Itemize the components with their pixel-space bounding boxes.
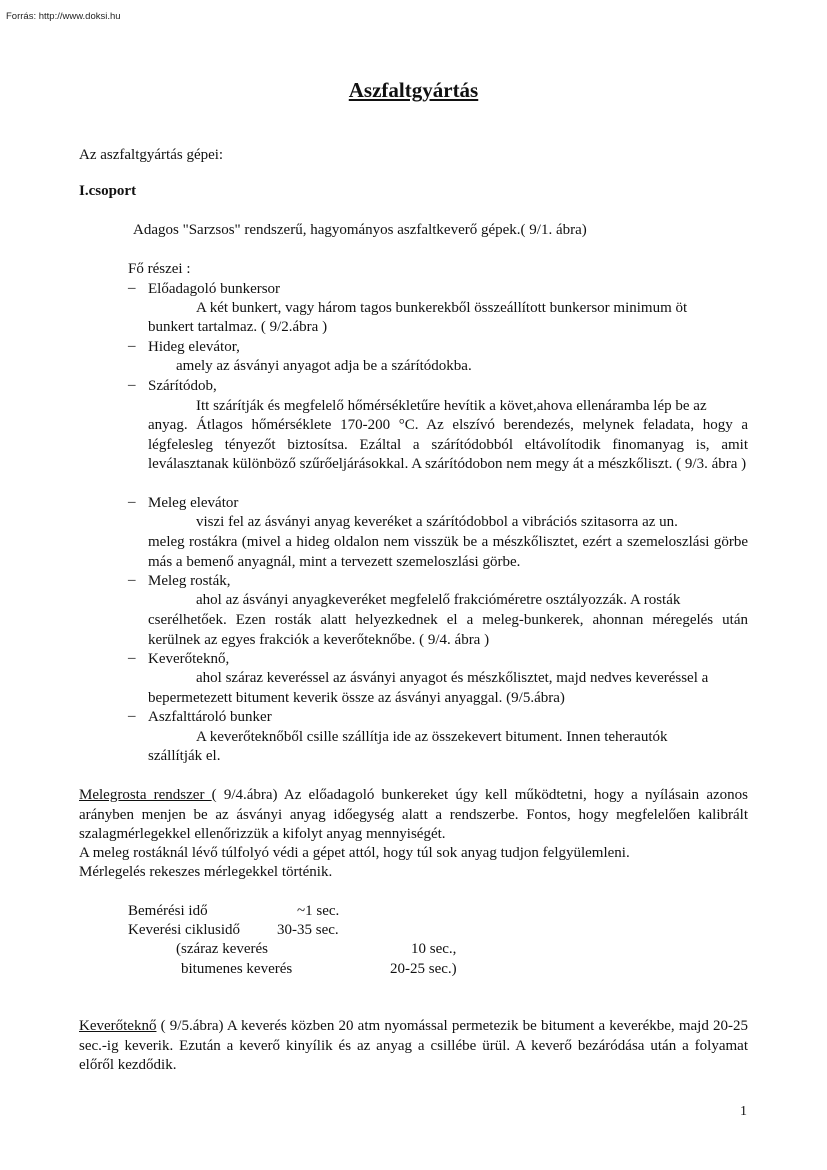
part-name: Meleg elevátor — [148, 495, 239, 511]
page-title: Aszfaltgyártás — [348, 78, 479, 102]
part-description-rest: meleg rostákra (mivel a hideg oldalon nem visszük be a mészkőlisztet, ezért a szemeloszlási görbe más a bemenő anyagnál, mint a tervezett szemeloszlási görbe. — [148, 534, 748, 570]
list-bullet: – — [128, 377, 136, 393]
part-name: Előadagoló bunkersor — [148, 281, 281, 297]
part-description: ahol az ásványi anyagkeveréket megfelelő frakcióméretre osztályozzák. A rosták — [196, 592, 681, 608]
intro-text: Az aszfaltgyártás gépei: — [79, 147, 224, 163]
timing-label: Bemérési idő — [128, 903, 208, 919]
part-name: Meleg rosták, — [148, 573, 231, 589]
list-bullet: – — [128, 708, 136, 724]
group-description: Adagos "Sarzsos" rendszerű, hagyományos aszfaltkeverő gépek.( 9/1. ábra) — [133, 222, 587, 238]
list-bullet: – — [128, 280, 136, 296]
source-line: Forrás: http://www.doksi.hu — [6, 11, 121, 22]
page-number: 1 — [740, 1104, 747, 1119]
timing-value: 30-35 sec. — [277, 922, 339, 938]
melegrosta-line: Mérlegelés rekeszes mérlegekkel történik. — [79, 864, 333, 880]
list-bullet: – — [128, 572, 136, 588]
part-description-rest: bepermetezett bitument keverik össze az ásványi anyaggal. (9/5.ábra) — [148, 690, 565, 706]
timing-label: bitumenes keverés — [181, 961, 293, 977]
part-name: Hideg elevátor, — [148, 339, 240, 355]
timing-value: ~1 sec. — [297, 903, 340, 919]
part-description: amely az ásványi anyagot adja be a szárítódokba. — [176, 358, 472, 374]
melegrosta-line: A meleg rostáknál lévő túlfolyó védi a gépet attól, hogy túl sok anyag tudjon felgyülemleni. — [79, 845, 630, 861]
timing-label: Keverési ciklusidő — [128, 922, 241, 938]
melegrosta-label: Melegrosta rendszer — [79, 787, 212, 803]
part-description: viszi fel az ásványi anyag keveréket a szárítódobbol a vibrációs szitasorra az un. — [196, 514, 678, 530]
melegrosta-paragraph: Melegrosta rendszer ( 9/4.ábra) Az előadagoló bunkereket úgy kell működtetni, hogy a nyílásain azonos arányben menjen be az ásványi anyag időegység alatt a rendszerbe. Fontos, hogy megfelelően kalibrált szalagmérlegekkel ellenőrizzük a kifolyt anyag mennyiségét. — [79, 787, 748, 842]
list-bullet: – — [128, 338, 136, 354]
list-bullet: – — [128, 650, 136, 666]
timing-value: 20-25 sec.) — [390, 961, 457, 977]
part-description-rest: anyag. Átlagos hőmérséklete 170-200 °C. Az elszívó berendezés, melynek feladata, hogy a légfelesleg tényezőt biztosítsa. Ezáltal a szárítódobból eltávolítodik finomanyag is, amit leválasztanak különböző szűrőeljárásokkal. A szárítódobon nem megy át a mészkőliszt. ( 9/3. ábra ) — [148, 417, 748, 472]
part-description-rest: cserélhetőek. Ezen rosták alatt helyezkednek el a meleg-bunkerek, ahonnan méregelés után kerülnek az egyes frakciók a keverőteknőbe. ( 9/4. ábra ) — [148, 612, 748, 648]
part-description: A keverőteknőből csille szállítja ide az összekevert bitument. Innen teherautók — [196, 729, 668, 745]
part-description: A két bunkert, vagy három tagos bunkerekből összeállított bunkersor minimum öt — [196, 300, 688, 316]
part-description-rest: szállítják el. — [148, 748, 221, 764]
keveroteknoe-paragraph: Keverőteknő ( 9/5.ábra) A keverés közben 20 atm nyomással permetezik be bitument a keverékbe, majd 20-25 sec.-ig keverik. Ezután a keverő kinyílik és az anyag a csillébe ürül. A keverő bezáródása után a folyamat előről kezdődik. — [79, 1018, 748, 1073]
timing-value: 10 sec., — [411, 941, 457, 957]
part-name: Keverőteknő, — [148, 651, 230, 667]
part-description-rest: bunkert tartalmaz. ( 9/2.ábra ) — [148, 319, 328, 335]
part-description: Itt szárítják és megfelelő hőmérsékletűre hevítik a követ,ahova ellenáramba lép be az — [196, 398, 707, 414]
timing-label: (száraz keverés — [176, 941, 269, 957]
parts-heading: Fő részei : — [128, 261, 191, 277]
keveroteknoe-label: Keverőteknő — [79, 1018, 157, 1034]
group-heading: I.csoport — [79, 183, 137, 199]
part-name: Aszfalttároló bunker — [148, 709, 272, 725]
part-description: ahol száraz keveréssel az ásványi anyagot és mészkőlisztet, majd nedves keveréssel a — [196, 670, 709, 686]
list-bullet: – — [128, 494, 136, 510]
part-name: Szárítódob, — [148, 378, 217, 394]
